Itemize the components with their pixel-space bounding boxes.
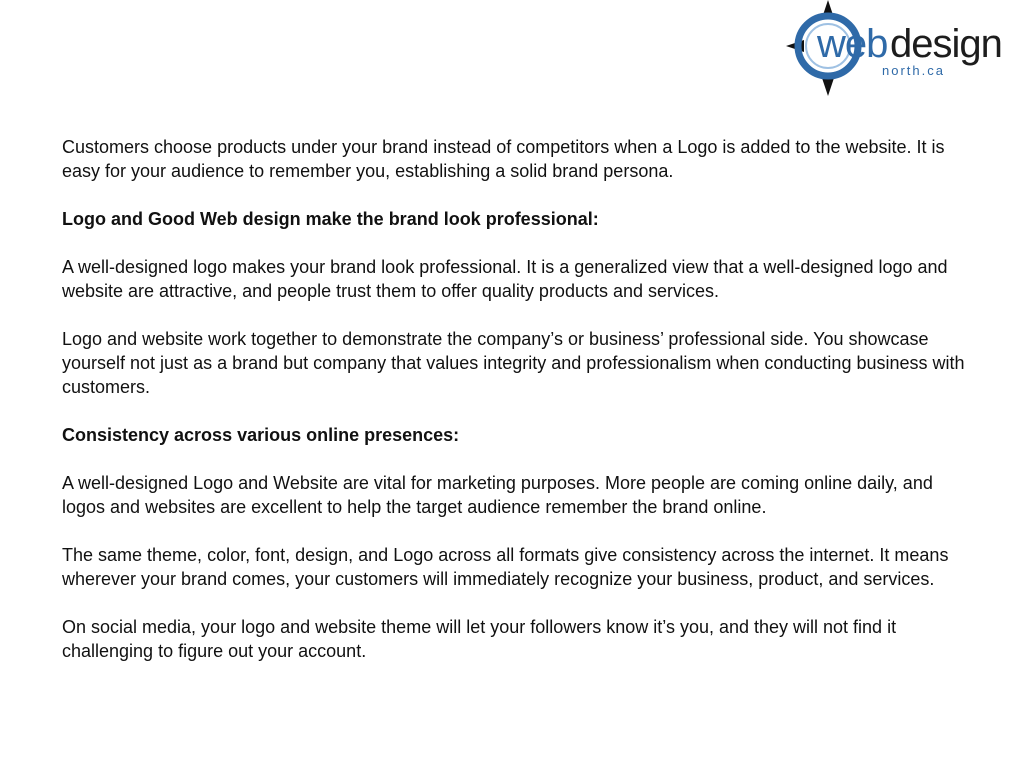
company-logo bbox=[766, 0, 1002, 96]
paragraph-consistency-1: A well-designed Logo and Website are vital for marketing purposes. More people are coming online daily, and logos and websites are excellent to help the target audience remember the brand online. bbox=[62, 473, 933, 517]
logo-text-web: web bbox=[817, 22, 888, 66]
paragraph-social-media: On social media, your logo and website theme will let your followers know it’s you, and they will not find it challenging to figure out your account. bbox=[62, 617, 897, 661]
article-body bbox=[62, 135, 967, 687]
logo-text-design: design bbox=[890, 22, 1002, 66]
heading-professional: Logo and Good Web design make the brand look professional: bbox=[62, 209, 599, 229]
paragraph-professional-1: A well-designed logo makes your brand look professional. It is a generalized view that a well-designed logo and website are attractive, and people trust them to offer quality products and services. bbox=[62, 257, 948, 301]
paragraph-consistency-2: The same theme, color, font, design, and Logo across all formats give consistency across the internet. It means wherever your brand comes, your customers will immediately recognize your business, product, and services. bbox=[62, 545, 949, 589]
paragraph-professional-2: Logo and website work together to demonstrate the company’s or business’ professional side. You showcase yourself not just as a brand but company that values integrity and professionalism when conducting business with customers. bbox=[62, 329, 965, 397]
paragraph-intro: Customers choose products under your brand instead of competitors when a Logo is added to the website. It is easy for your audience to remember you, establishing a solid brand persona. bbox=[62, 137, 945, 181]
heading-consistency: Consistency across various online presences: bbox=[62, 425, 460, 445]
logo-text-domain: north.ca bbox=[882, 63, 945, 78]
